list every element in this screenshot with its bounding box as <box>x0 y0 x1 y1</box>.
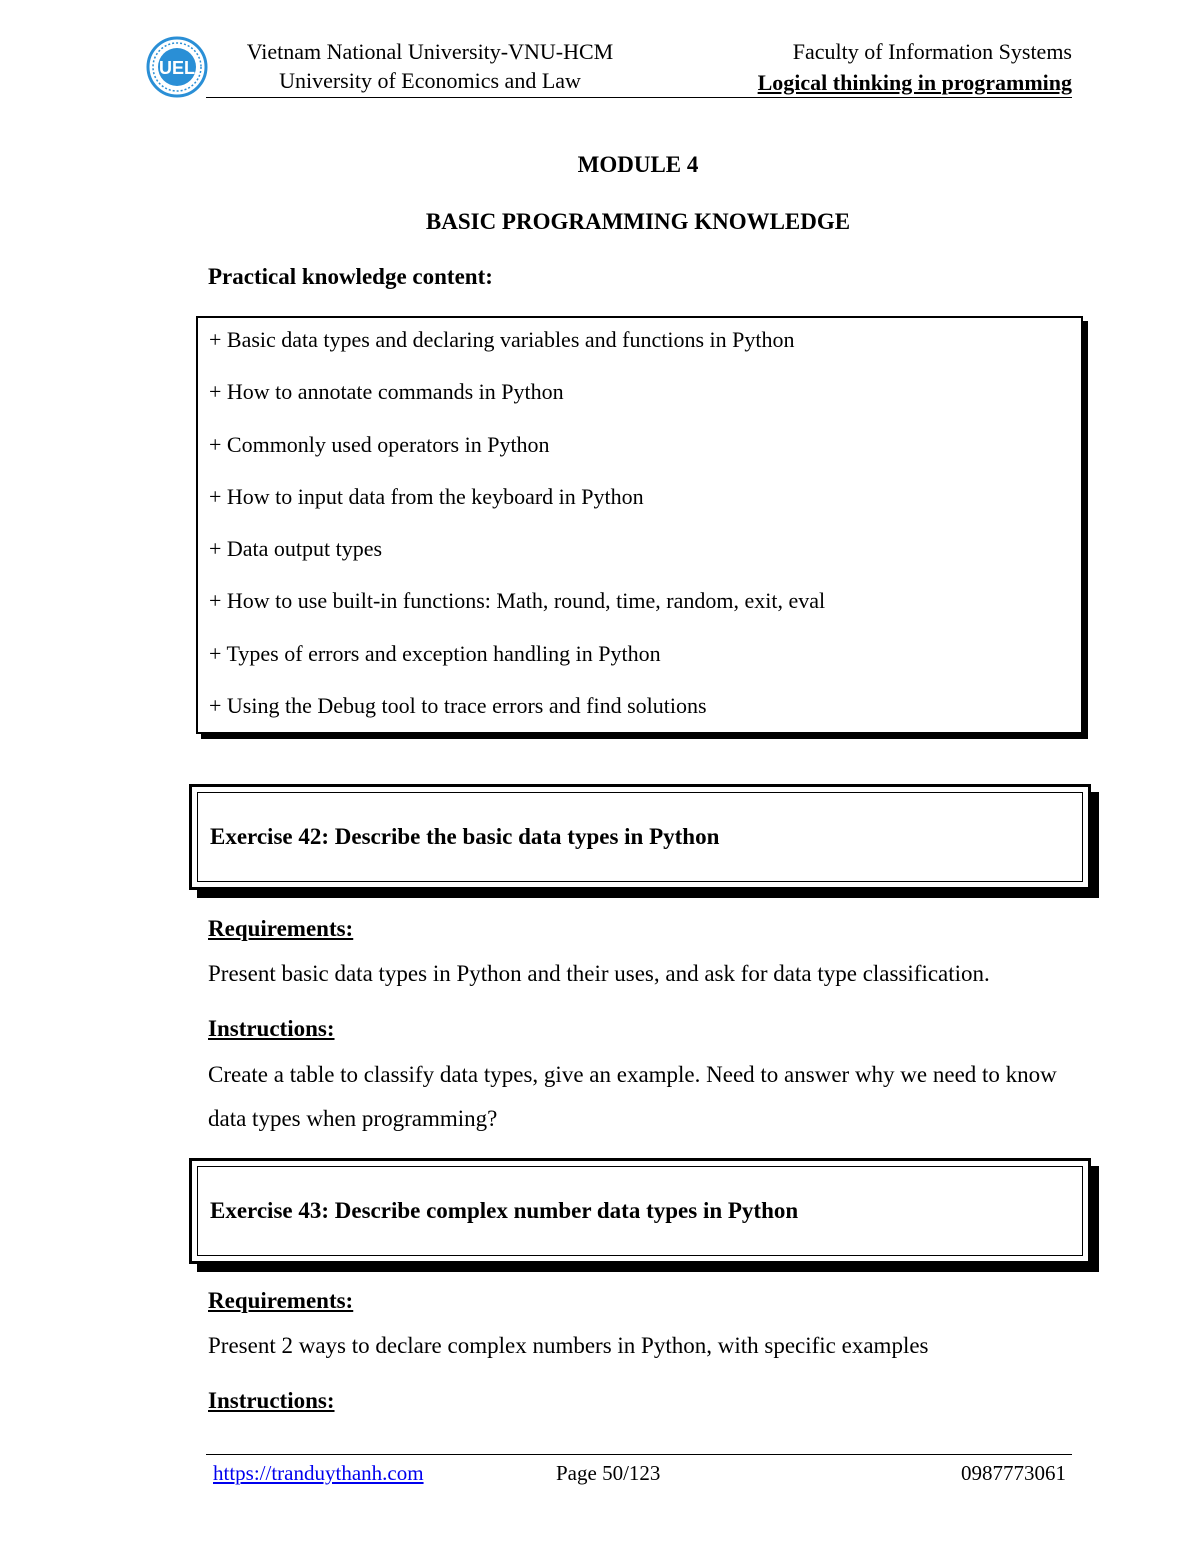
exercise-42-requirements-text: Present basic data types in Python and their uses, and ask for data type classification. <box>208 961 990 986</box>
exercise-42-title: Exercise 42: Describe the basic data types in Python <box>197 792 1083 882</box>
logo-text: UEL <box>159 58 195 78</box>
knowledge-content-box <box>196 316 1083 734</box>
header-university: Vietnam National University-VNU-HCM <box>246 39 614 64</box>
practical-knowledge-heading: Practical knowledge content: <box>208 264 493 289</box>
knowledge-item: + How to use built-in functions: Math, round, time, random, exit, eval <box>209 588 826 614</box>
exercise-42-requirements-label: Requirements: <box>208 916 354 941</box>
knowledge-item: + Commonly used operators in Python <box>209 431 550 457</box>
exercise-43-requirements-text: Present 2 ways to declare complex numbers in Python, with specific examples <box>208 1333 929 1358</box>
knowledge-item: + Data output types <box>209 536 383 562</box>
exercise-43-box <box>189 1158 1091 1264</box>
header-school: University of Economics and Law <box>279 68 581 93</box>
header-course-title: Logical thinking in programming <box>757 70 1072 95</box>
knowledge-item: + How to annotate commands in Python <box>209 379 564 405</box>
knowledge-list <box>198 318 1081 746</box>
uel-logo <box>144 36 210 98</box>
exercise-43-instructions-label: Instructions: <box>208 1388 335 1413</box>
module-subtitle: BASIC PROGRAMMING KNOWLEDGE <box>425 209 851 234</box>
knowledge-item: + Using the Debug tool to trace errors and find solutions <box>209 693 707 719</box>
knowledge-item: + How to input data from the keyboard in Python <box>209 483 644 509</box>
header-course-info <box>690 37 1072 97</box>
knowledge-item: + Basic data types and declaring variables and functions in Python <box>209 327 795 352</box>
exercise-43-requirements-label: Requirements: <box>208 1288 354 1313</box>
knowledge-item: + Types of errors and exception handling in Python <box>209 640 661 666</box>
header-faculty: Faculty of Information Systems <box>792 39 1072 64</box>
exercise-42-box <box>189 784 1091 890</box>
footer-phone: 0987773061 <box>961 1461 1066 1485</box>
header-institution <box>210 37 650 95</box>
exercise-43-title: Exercise 43: Describe complex number data types in Python <box>197 1166 1083 1256</box>
footer-divider <box>206 1454 1072 1455</box>
module-title: MODULE 4 <box>577 152 699 177</box>
footer-website-link[interactable]: https://tranduythanh.com <box>213 1461 424 1485</box>
footer-page-number: Page 50/123 <box>556 1461 661 1485</box>
exercise-42-instructions-text: Create a table to classify data types, give an example. Need to answer why we need to know data types when programming? <box>208 1062 1057 1131</box>
header-divider <box>206 97 1072 98</box>
exercise-42-instructions-label: Instructions: <box>208 1016 335 1041</box>
